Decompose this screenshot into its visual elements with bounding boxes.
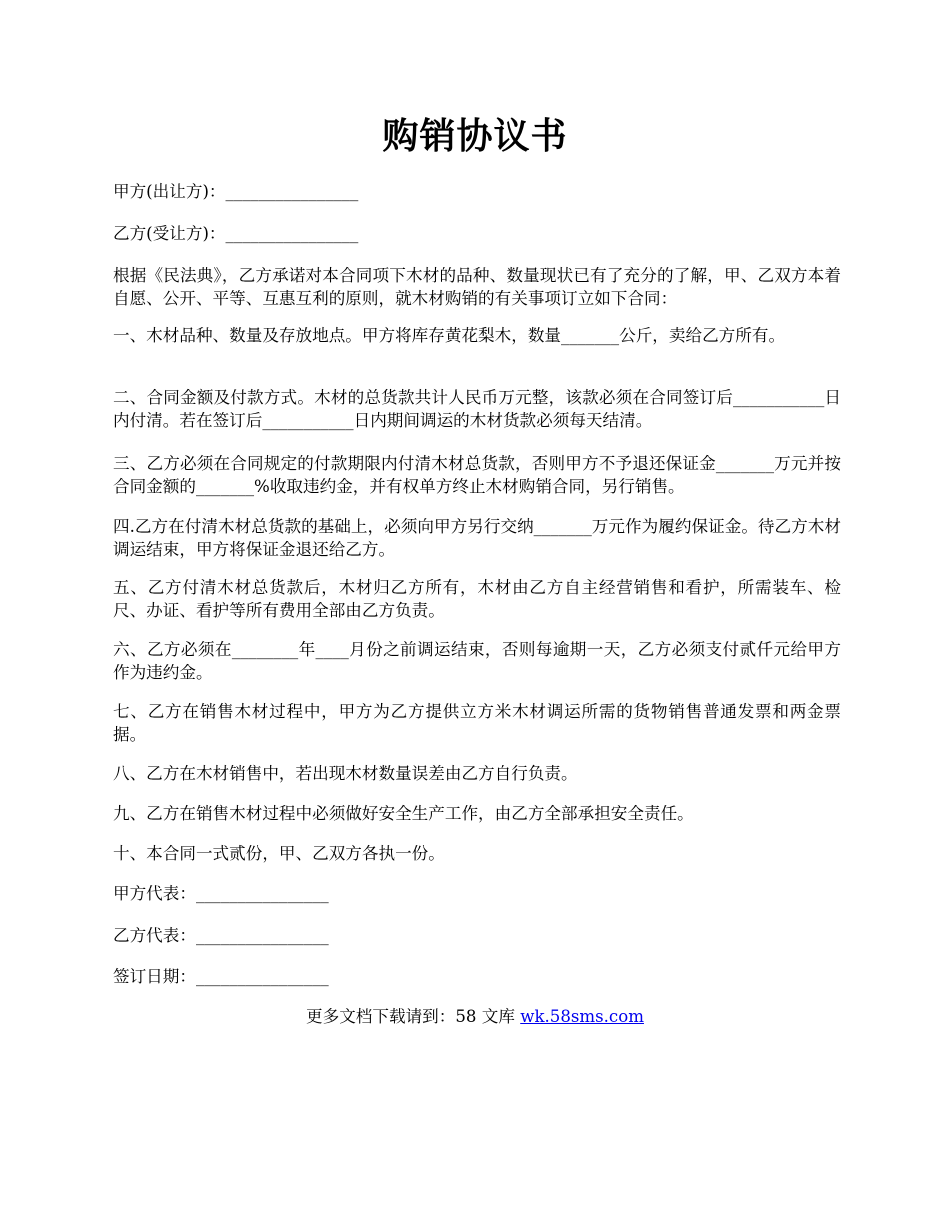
clause-10: 十、本合同一式贰份，甲、乙双方各执一份。 — [113, 844, 445, 863]
clause-4: 四.乙方在付清木材总货款的基础上，必须向甲方另行交纳_______万元作为履约保证金。待乙方木材调运结束，甲方将保证金退还给乙方。 — [113, 517, 841, 559]
footer-text: 更多文档下载请到：58 文库 — [306, 1007, 521, 1026]
party-b-line: 乙方(受让方)：________________ — [113, 224, 359, 243]
preamble-paragraph: 根据《民法典》，乙方承诺对本合同项下木材的品种、数量现状已有了充分的了解，甲、乙双方本着自愿、公开、平等、互惠互利的原则，就木材购销的有关事项订立如下合同： — [113, 266, 841, 308]
clause-8: 八、乙方在木材销售中，若出现木材数量误差由乙方自行负责。 — [113, 764, 578, 783]
clause-1: 一、木材品种、数量及存放地点。甲方将库存黄花梨木，数量_______公斤，卖给乙方所有。 — [113, 326, 786, 345]
clause-5: 五、乙方付清木材总货款后，木材归乙方所有，木材由乙方自主经营销售和看护，所需装车、检尺、办证、看护等所有费用全部由乙方负责。 — [113, 578, 841, 620]
clause-7: 七、乙方在销售木材过程中，甲方为乙方提供立方米木材调运所需的货物销售普通发票和两金票据。 — [113, 702, 841, 744]
footer-line — [0, 1004, 950, 1030]
clause-2: 二、合同金额及付款方式。木材的总货款共计人民币万元整，该款必须在合同签订后___________日内付清。若在签订后___________日内期间调运的木材货款必须每天结清。 — [113, 388, 841, 430]
clause-9: 九、乙方在销售木材过程中必须做好安全生产工作，由乙方全部承担安全责任。 — [113, 804, 694, 823]
party-a-representative: 甲方代表：________________ — [113, 884, 329, 903]
clause-3: 三、乙方必须在合同规定的付款期限内付清木材总货款，否则甲方不予退还保证金_______万元并按合同金额的_______%收取违约金，并有权单方终止木材购销合同，另行销售。 — [113, 454, 841, 496]
signing-date: 签订日期：________________ — [113, 967, 329, 986]
clause-6: 六、乙方必须在________年____月份之前调运结束，否则每逾期一天，乙方必须支付贰仟元给甲方作为违约金。 — [113, 640, 841, 682]
party-b-representative: 乙方代表：________________ — [113, 926, 329, 945]
document-title: 购销协议书 — [382, 115, 568, 157]
party-a-line: 甲方(出让方)：________________ — [113, 182, 359, 201]
footer-link[interactable]: wk.58sms.com — [520, 1007, 644, 1026]
